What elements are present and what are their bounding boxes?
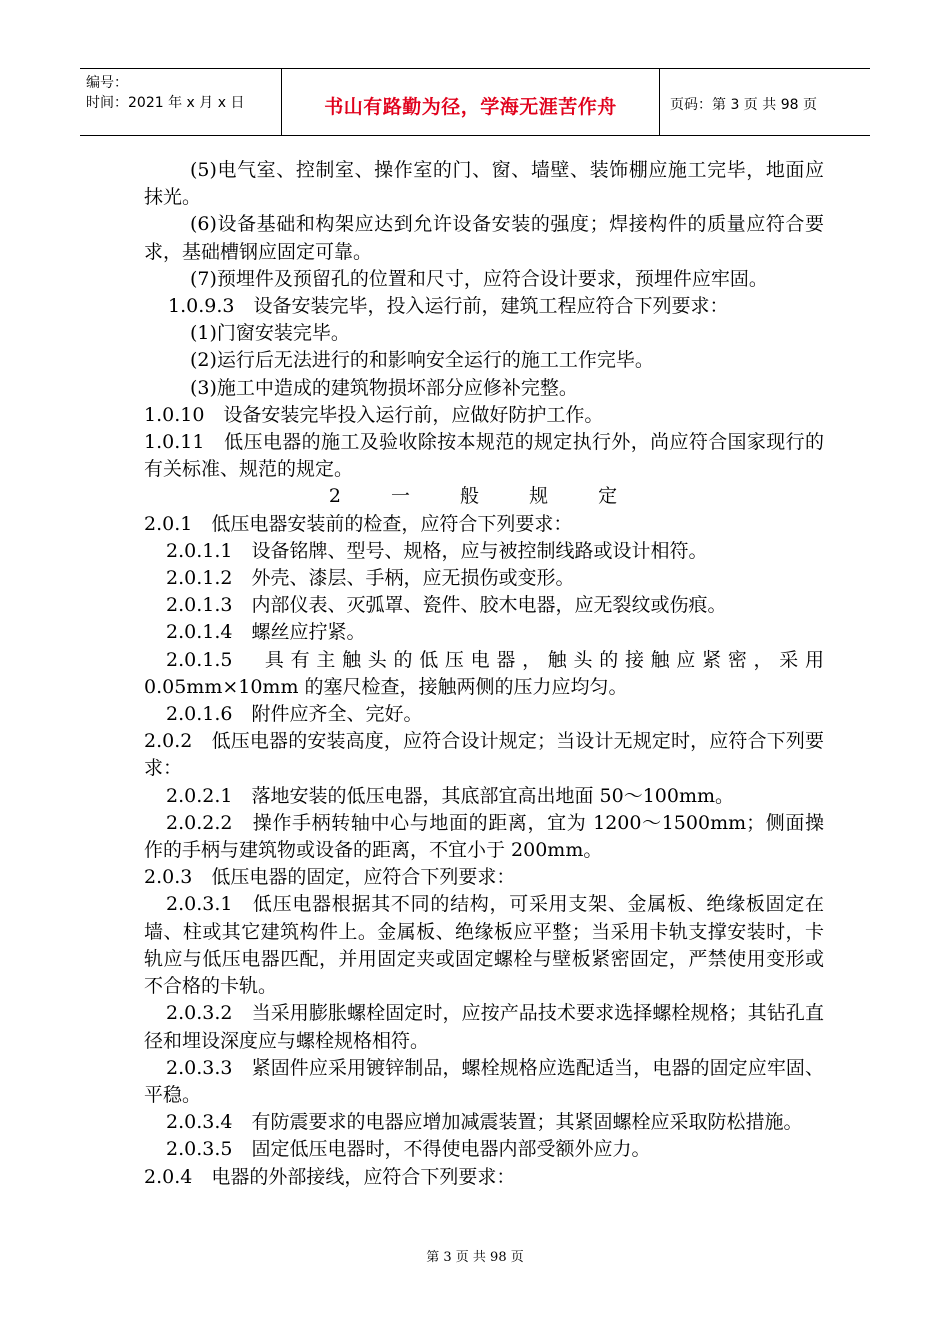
paragraph: 2.0.1.1 设备铭牌、型号、规格，应与被控制线路或设计相符。 <box>166 539 708 562</box>
paragraph: 2.0.1.5 具有主触头的低压电器，触头的接触应紧密，采用 0.05mm×10mm 的塞尺检查，接触两侧的压力应均匀。 <box>144 648 824 698</box>
page-footer: 第 3 页 共 98 页 <box>426 1250 524 1265</box>
paragraph: 1.0.9.3 设备安装完毕，投入运行前，建筑工程应符合下列要求： <box>168 295 729 318</box>
paragraph: 2.0.1 低压电器安装前的检查，应符合下列要求： <box>144 512 573 535</box>
paragraph: 2.0.3.4 有防震要求的电器应增加减震装置；其紧固螺栓应采取防松措施。 <box>166 1111 803 1134</box>
paragraph: 2.0.2 低压电器的安装高度，应符合设计规定；当设计无规定时，应符合下列要求： <box>144 730 824 780</box>
paragraph: 2.0.3 低压电器的固定，应符合下列要求： <box>144 866 516 889</box>
paragraph: (7)预埋件及预留孔的位置和尺寸，应符合设计要求，预埋件应牢固。 <box>190 267 768 290</box>
time-label: 时间：2021 年 x 月 x 日 <box>86 95 245 111</box>
header-meta <box>80 69 282 135</box>
header-page-label: 页码：第 3 页 共 98 页 <box>670 97 817 113</box>
paragraph: 2.0.2.2 操作手柄转轴中心与地面的距离，宜为 1200～1500mm；侧面操作的手柄与建筑物或设备的距离，不宜小于 200mm。 <box>144 811 824 862</box>
paragraph: 2.0.1.4 螺丝应拧紧。 <box>166 621 366 644</box>
document-body <box>144 157 824 1191</box>
paragraph: (1)门窗安装完毕。 <box>190 322 350 345</box>
paragraph: 2.0.3.2 当采用膨胀螺栓固定时，应按产品技术要求选择螺栓规格；其钻孔直径和埋设深度应与螺栓规格相符。 <box>144 1002 824 1052</box>
paragraph: 2.0.2.1 落地安装的低压电器，其底部宜高出地面 50～100mm。 <box>166 784 734 807</box>
paragraph: (6)设备基础和构架应达到允许设备安装的强度；焊接构件的质量应符合要求，基础槽钢应固定可靠。 <box>144 213 824 263</box>
section-heading: 2 一 般 规 定 <box>328 485 640 508</box>
paragraph: 1.0.11 低压电器的施工及验收除按本规范的规定执行外，尚应符合国家现行的有关标准、规范的规定。 <box>144 431 824 481</box>
paragraph: (3)施工中造成的建筑物损坏部分应修补完整。 <box>190 376 578 399</box>
paragraph: 2.0.4 电器的外部接线，应符合下列要求： <box>144 1165 516 1188</box>
paragraph: 2.0.1.6 附件应齐全、完好。 <box>166 703 423 726</box>
paragraph: 2.0.3.1 低压电器根据其不同的结构，可采用支架、金属板、绝缘板固定在墙、柱或其它建筑构件上。金属板、绝缘板应平整；当采用卡轨支撑安装时，卡轨应与低压电器匹配，并用固定夹或固定螺栓与壁板紧密固定，严禁使用变形或不合格的卡轨。 <box>144 893 824 998</box>
page-header <box>80 68 870 136</box>
paragraph: (5)电气室、控制室、操作室的门、窗、墙壁、装饰棚应施工完毕，地面应抹光。 <box>144 159 824 209</box>
paragraph: 2.0.1.3 内部仪表、灭弧罩、瓷件、胶木电器，应无裂纹或伤痕。 <box>166 594 727 617</box>
paragraph: 2.0.3.5 固定低压电器时，不得使电器内部受额外应力。 <box>166 1138 651 1161</box>
header-motto: 书山有路勤为径，学海无涯苦作舟 <box>282 69 660 135</box>
paragraph: 2.0.3.3 紧固件应采用镀锌制品，螺栓规格应选配适当，电器的固定应牢固、平稳。 <box>144 1056 824 1106</box>
number-label: 编号： <box>86 75 128 91</box>
paragraph: 1.0.10 设备安装完毕投入运行前，应做好防护工作。 <box>144 403 604 426</box>
paragraph: (2)运行后无法进行的和影响安全运行的施工工作完毕。 <box>190 349 654 372</box>
paragraph: 2.0.1.2 外壳、漆层、手柄，应无损伤或变形。 <box>166 567 575 590</box>
